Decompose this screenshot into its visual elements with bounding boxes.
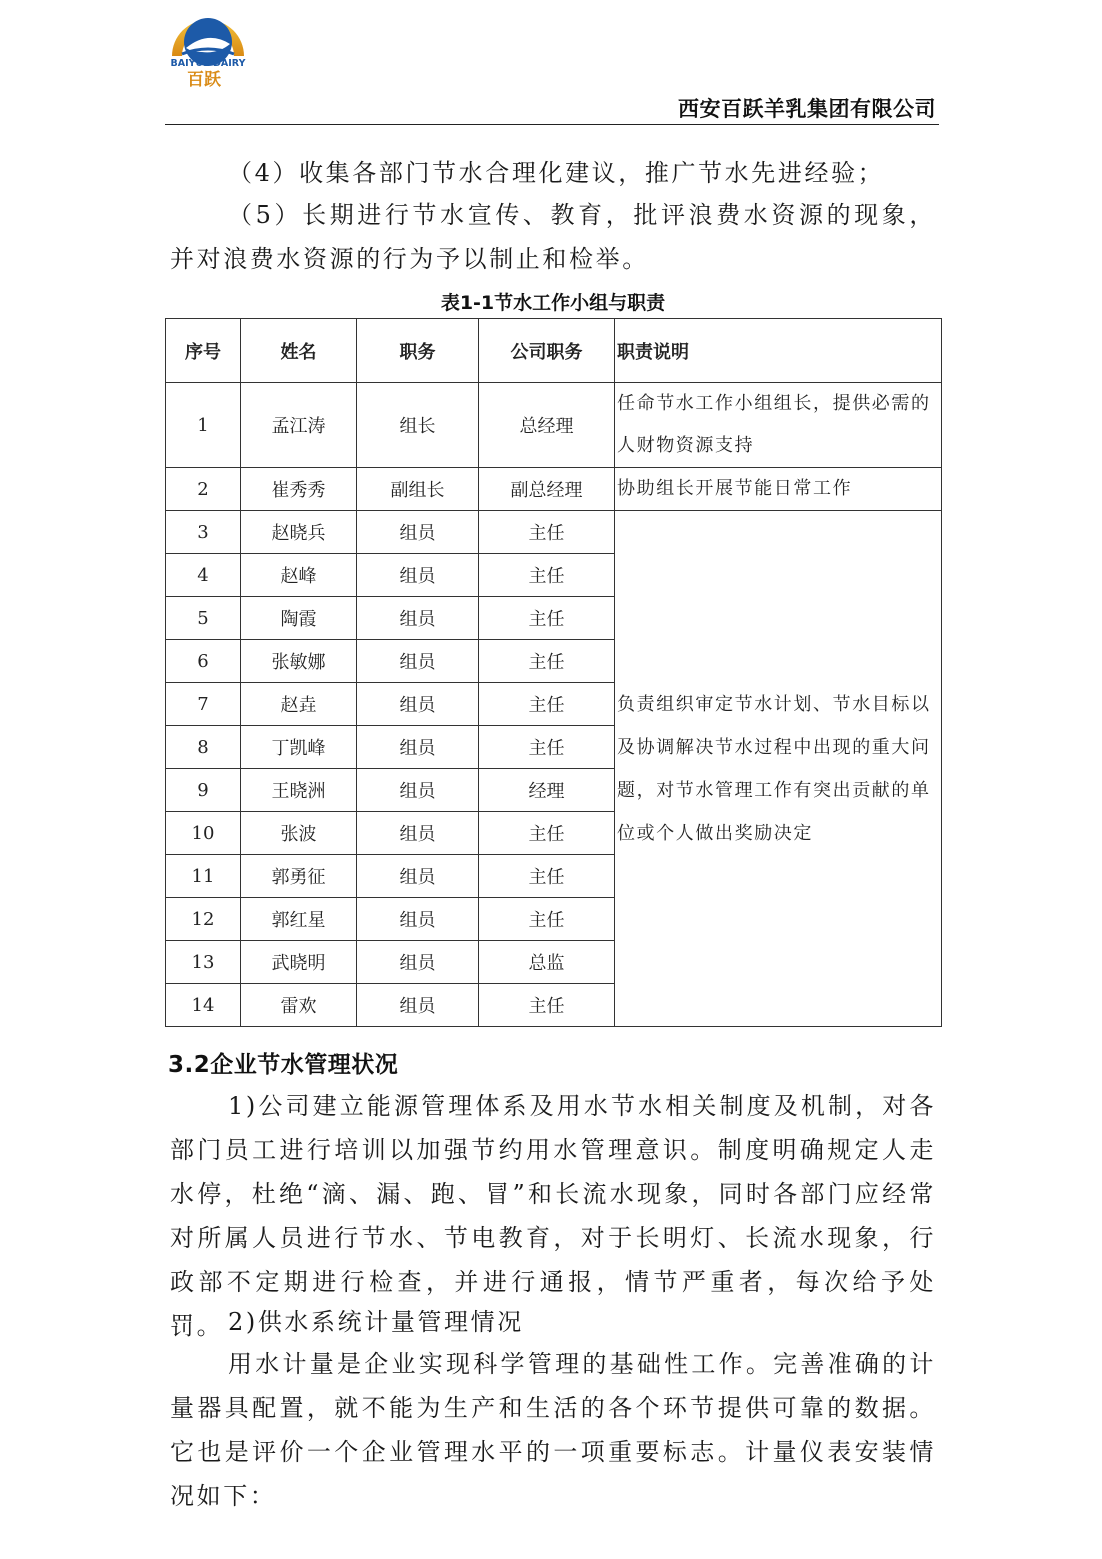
cell-title: 主任 bbox=[479, 898, 615, 941]
cell-title: 经理 bbox=[479, 769, 615, 812]
section-title: 3.2企业节水管理状况 bbox=[168, 1052, 399, 1078]
cell-name: 崔秀秀 bbox=[241, 468, 357, 511]
table-header-row bbox=[166, 319, 942, 383]
cell-no: 6 bbox=[166, 640, 241, 683]
cell-no: 8 bbox=[166, 726, 241, 769]
svg-text:百跃: 百跃 bbox=[187, 70, 221, 90]
cell-title: 主任 bbox=[479, 683, 615, 726]
table-row bbox=[166, 468, 942, 511]
cell-name: 丁凯峰 bbox=[241, 726, 357, 769]
water-saving-team-table bbox=[165, 318, 942, 1027]
cell-no: 1 bbox=[166, 383, 241, 468]
cell-title: 主任 bbox=[479, 511, 615, 554]
cell-no: 7 bbox=[166, 683, 241, 726]
cell-title: 副总经理 bbox=[479, 468, 615, 511]
header-cell-name: 姓名 bbox=[241, 319, 357, 383]
header-cell-no: 序号 bbox=[166, 319, 241, 383]
cell-role: 组员 bbox=[357, 769, 479, 812]
cell-name: 赵晓兵 bbox=[241, 511, 357, 554]
cell-no: 4 bbox=[166, 554, 241, 597]
cell-role: 组员 bbox=[357, 597, 479, 640]
cell-desc-deputy: 协助组长开展节能日常工作 bbox=[615, 468, 942, 511]
cell-role: 组员 bbox=[357, 726, 479, 769]
cell-no: 14 bbox=[166, 984, 241, 1027]
cell-role: 组员 bbox=[357, 984, 479, 1027]
cell-title: 主任 bbox=[479, 855, 615, 898]
cell-name: 武晓明 bbox=[241, 941, 357, 984]
cell-no: 2 bbox=[166, 468, 241, 511]
cell-no: 13 bbox=[166, 941, 241, 984]
cell-no: 3 bbox=[166, 511, 241, 554]
cell-role: 组员 bbox=[357, 554, 479, 597]
header-cell-role: 职务 bbox=[357, 319, 479, 383]
baiyue-dairy-logo bbox=[168, 4, 248, 90]
cell-no: 12 bbox=[166, 898, 241, 941]
cell-title: 总经理 bbox=[479, 383, 615, 468]
header-cell-title: 公司职务 bbox=[479, 319, 615, 383]
cell-desc-leader: 任命节水工作小组组长，提供必需的人财物资源支持 bbox=[615, 383, 942, 468]
cell-name: 赵垚 bbox=[241, 683, 357, 726]
cell-title: 主任 bbox=[479, 726, 615, 769]
cell-no: 11 bbox=[166, 855, 241, 898]
cell-desc-members: 负责组织审定节水计划、节水目标以及协调解决节水过程中出现的重大问题，对节水管理工作有突出贡献的单位或个人做出奖励决定 bbox=[615, 511, 942, 1027]
svg-text:BAIYUE DAIRY: BAIYUE DAIRY bbox=[170, 58, 246, 69]
table-row bbox=[166, 511, 942, 554]
cell-name: 陶霞 bbox=[241, 597, 357, 640]
cell-role: 组员 bbox=[357, 640, 479, 683]
paragraph-metering-heading: 2)供水系统计量管理情况 bbox=[228, 1308, 524, 1336]
company-name: 西安百跃羊乳集团有限公司 bbox=[678, 97, 936, 121]
cell-title: 主任 bbox=[479, 597, 615, 640]
cell-title: 主任 bbox=[479, 984, 615, 1027]
cell-name: 张波 bbox=[241, 812, 357, 855]
cell-title: 总监 bbox=[479, 941, 615, 984]
cell-role: 组长 bbox=[357, 383, 479, 468]
cell-role: 副组长 bbox=[357, 468, 479, 511]
cell-role: 组员 bbox=[357, 683, 479, 726]
cell-role: 组员 bbox=[357, 812, 479, 855]
header-cell-desc: 职责说明 bbox=[615, 319, 942, 383]
cell-name: 张敏娜 bbox=[241, 640, 357, 683]
cell-role: 组员 bbox=[357, 941, 479, 984]
cell-no: 10 bbox=[166, 812, 241, 855]
table-row bbox=[166, 383, 942, 468]
cell-name: 雷欢 bbox=[241, 984, 357, 1027]
paragraph-management-system: 1)公司建立能源管理体系及用水节水相关制度及机制，对各部门员工进行培训以加强节约用水管理意识。制度明确规定人走水停，杜绝“滴、漏、跑、冒”和长流水现象，同时各部门应经常对所属人员进行节水、节电教育，对于长明灯、长流水现象，行政部不定期进行检查，并进行通报，情节严重者，每次给予处罚。 bbox=[170, 1092, 936, 1340]
cell-name: 孟江涛 bbox=[241, 383, 357, 468]
cell-name: 赵峰 bbox=[241, 554, 357, 597]
cell-title: 主任 bbox=[479, 812, 615, 855]
cell-title: 主任 bbox=[479, 554, 615, 597]
table-caption: 表1-1节水工作小组与职责 bbox=[440, 292, 666, 314]
cell-role: 组员 bbox=[357, 898, 479, 941]
cell-title: 主任 bbox=[479, 640, 615, 683]
paragraph-item-4: （4）收集各部门节水合理化建议，推广节水先进经验； bbox=[228, 159, 885, 187]
cell-role: 组员 bbox=[357, 855, 479, 898]
cell-no: 9 bbox=[166, 769, 241, 812]
header-divider bbox=[165, 124, 939, 125]
paragraph-metering-body: 用水计量是企业实现科学管理的基础性工作。完善准确的计量器具配置，就不能为生产和生活的各个环节提供可靠的数据。它也是评价一个企业管理水平的一项重要标志。计量仪表安装情况如下： bbox=[170, 1350, 936, 1510]
cell-role: 组员 bbox=[357, 511, 479, 554]
paragraph-item-5: （5）长期进行节水宣传、教育，批评浪费水资源的现象，并对浪费水资源的行为予以制止和检举。 bbox=[170, 201, 936, 273]
cell-name: 郭勇征 bbox=[241, 855, 357, 898]
cell-name: 郭红星 bbox=[241, 898, 357, 941]
cell-name: 王晓洲 bbox=[241, 769, 357, 812]
cell-no: 5 bbox=[166, 597, 241, 640]
